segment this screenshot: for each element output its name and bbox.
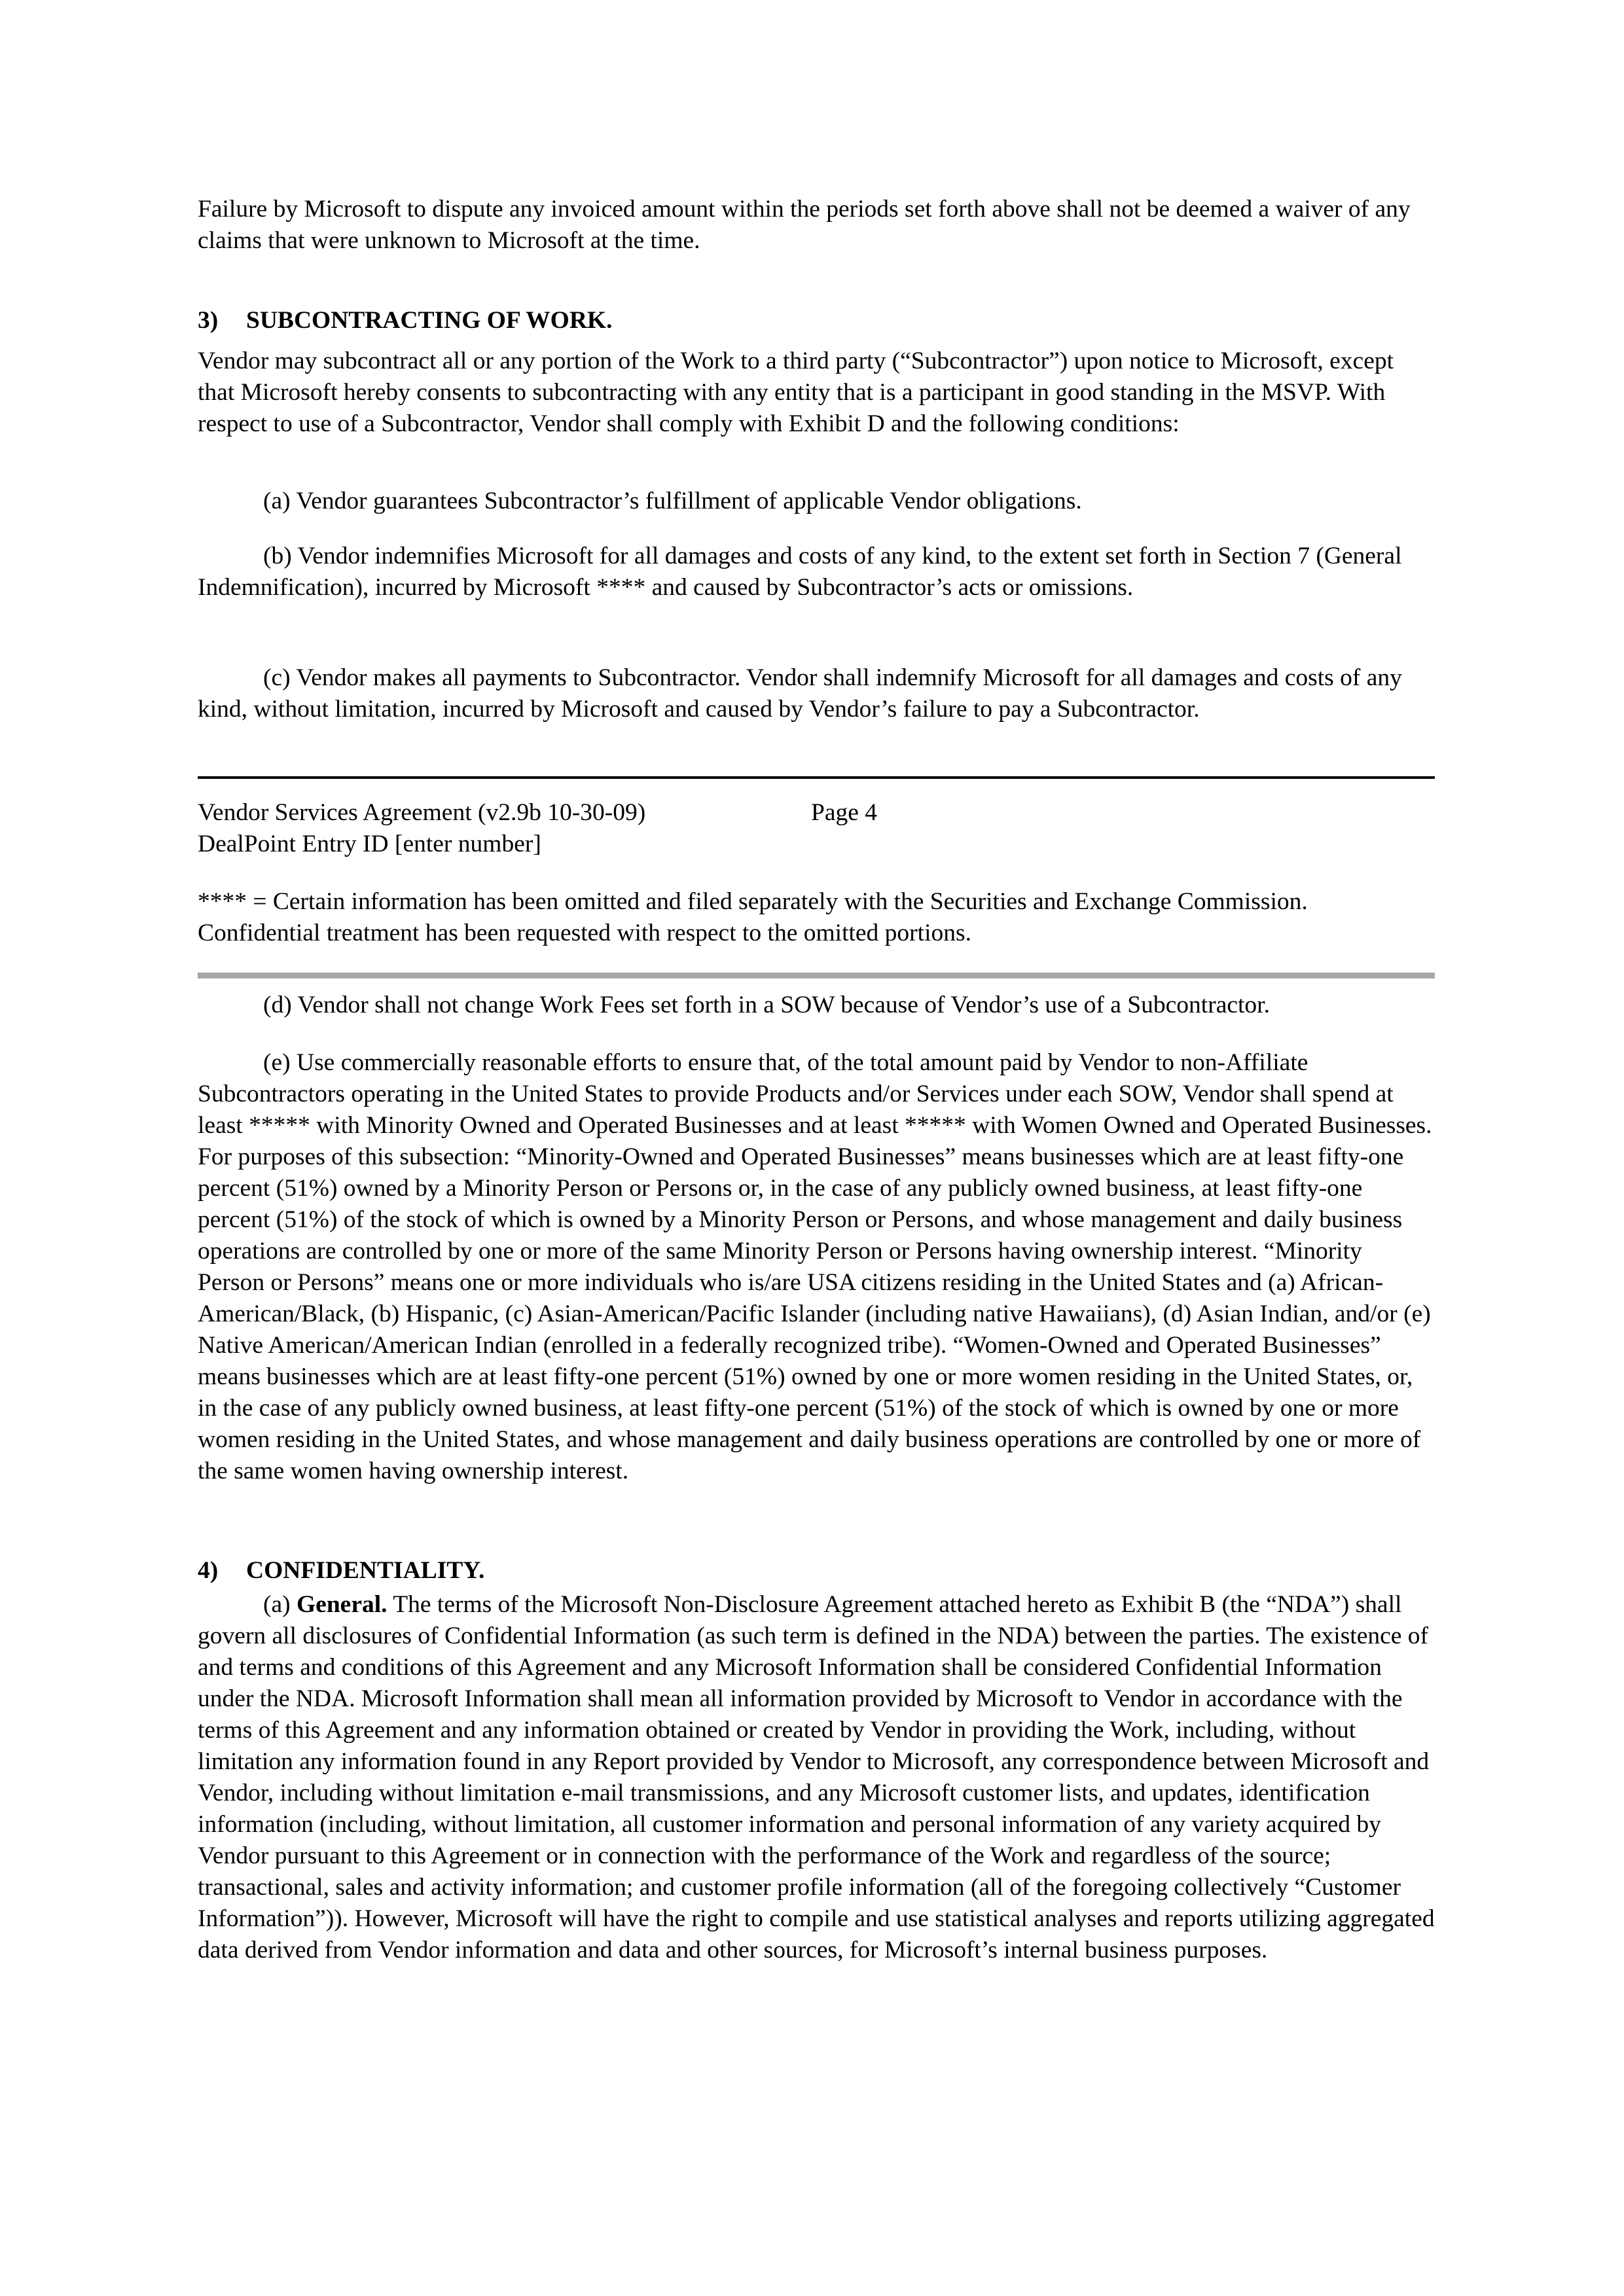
section-3-intro: Vendor may subcontract all or any portion of the Work to a third party (“Subcontractor”) upon notice to Microsoft, except that Microsoft hereby consents to subcontracting with any entity that is a participant in good standing in the MSVP. With respect to use of a Subcontractor, Vendor shall comply with Exhibit D and the following conditions: (198, 348, 1394, 437)
section-3-clause-e: (e) Use commercially reasonable efforts to ensure that, of the total amount paid by Vendor to non-Affiliate Subcontractors operating in the United States to provide Products and/or Services under each SOW, Vendor shall spend at least ***** with Minority Owned and Operated Businesses and at least ***** with Women Owned and Operated Businesses. For purposes of this subsection: “Minority-Owned and Operated Businesses” means businesses which are at least fifty-one percent (51%) owned by a Minority Person or Persons or, in the case of any publicly owned business, at least fifty-one percent (51%) of the stock of which is owned by a Minority Person or Persons, and whose management and daily business operations are controlled by one or more of the same Minority Person or Persons having ownership interest. “Minority Person or Persons” means one or more individuals who is/are USA citizens residing in the United States and (a) African-American/Black, (b) Hispanic, (c) Asian-American/Pacific Islander (including native Hawaiians), (d) Asian Indian, and/or (e) Native American/American Indian (enrolled in a federally recognized tribe). “Women-Owned and Operated Businesses” means businesses which are at least fifty-one percent (51%) owned by one or more women residing in the United States, or, in the case of any publicly owned business, at least fifty-one percent (51%) of the stock of which is owned by one or more women residing in the United States, and whose management and daily business operations are controlled by one or more of the same women having ownership interest. (198, 1049, 1432, 1484)
section-3-clause-a: (a) Vendor guarantees Subcontractor’s fulfillment of applicable Vendor obligations. (263, 488, 1082, 514)
section-3-clause-d: (d) Vendor shall not change Work Fees set forth in a SOW because of Vendor’s use of a Subcontractor. (263, 992, 1270, 1018)
footer-omitted-note: **** = Certain information has been omitted and filed separately with the Securities and Exchange Commission. Confidential treatment has been requested with respect to the omitted portions. (198, 888, 1308, 946)
section-4-clause-a-text: The terms of the Microsoft Non-Disclosure Agreement attached hereto as Exhibit B (the “NDA”) shall govern all disclosures of Confidential Information (as such term is defined in the NDA) between the parties. The existence of and terms and conditions of this Agreement and any Microsoft Information shall be considered Confidential Information under the NDA. Microsoft Information shall mean all information provided by Microsoft to Vendor in accordance with the terms of this Agreement and any information obtained or created by Vendor in providing the Work, including, without limitation any information found in any Report provided by Vendor to Microsoft, any correspondence between Microsoft and Vendor, including without limitation e-mail transmissions, and any Microsoft customer lists, and updates, identification information (including, without limitation, all customer information and personal information of any variety acquired by Vendor pursuant to this Agreement or in connection with the performance of the Work and regardless of the source; transactional, sales and activity information; and customer profile information (all of the foregoing collectively “Customer Information”)). However, Microsoft will have the right to compile and use statistical analyses and reports utilizing aggregated data derived from Vendor information and data and other sources, for Microsoft’s internal business purposes. (198, 1591, 1435, 1964)
section-4-clause-a (198, 1589, 1435, 1966)
section-4-clause-a-label: (a) (263, 1591, 291, 1618)
footer-page-number: Page 4 (811, 799, 878, 826)
paragraph-failure-to-dispute: Failure by Microsoft to dispute any invoiced amount within the periods set forth above shall not be deemed a waiver of any claims that were unknown to Microsoft at the time. (198, 196, 1411, 254)
section-4-title: CONFIDENTIALITY. (246, 1557, 485, 1584)
section-3-heading (198, 305, 1435, 336)
section-4-heading (198, 1555, 1435, 1587)
footer-rule (198, 776, 1435, 779)
section-3-number: 3) (198, 307, 219, 334)
page-break-rule (198, 973, 1435, 978)
section-3-title: SUBCONTRACTING OF WORK. (246, 307, 613, 334)
section-4-clause-a-title: General. (297, 1591, 388, 1618)
footer-agreement-version: Vendor Services Agreement (v2.9b 10-30-09) (198, 799, 646, 826)
section-3-clause-c: (c) Vendor makes all payments to Subcontractor. Vendor shall indemnify Microsoft for all damages and costs of any kind, without limitation, incurred by Microsoft and caused by Vendor’s failure to pay a Subcontractor. (198, 664, 1402, 723)
section-4-number: 4) (198, 1557, 219, 1584)
section-3-clause-b: (b) Vendor indemnifies Microsoft for all damages and costs of any kind, to the extent set forth in Section 7 (General Indemnification), incurred by Microsoft **** and caused by Subcontractor’s acts or omissions. (198, 543, 1402, 601)
footer-dealpoint-id: DealPoint Entry ID [enter number] (198, 831, 541, 857)
